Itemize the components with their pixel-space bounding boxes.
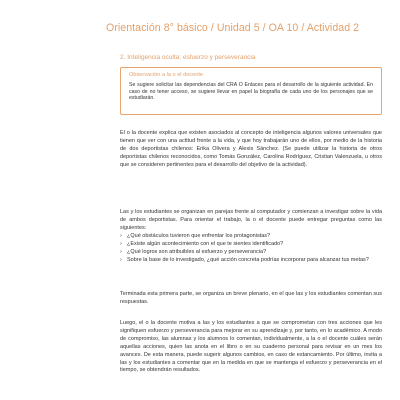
page-header: Orientación 8° básico / Unidad 5 / OA 10 / Actividad 2 bbox=[106, 22, 360, 34]
question-item: › ¿Qué logros son atribuibles al esfuerzo y perseverancia? bbox=[120, 249, 382, 257]
paragraph-commitment: Luego, el o la docente motiva a las y los estudiantes a que se comprometan con tres acciones que les signifiquen esfuerzo y perseverancia para mejorar en su aprendizaje y, por tanto, en lo académico. A modo de compromiso, las alumnas y los alumnos lo comentan, individualmente, a la o el docente cuáles serán aquellas acciones, quien las anota en el libro o en su cuaderno personal para revisar en un mes los avances. De esta manera, puede sugerir algunos cambios, en caso de estancamiento. Por último, invita a las y los estudiantes a comentar que en la medida en que se mantenga el esfuerzo y perseverancia en el tiempo, se obtendrán resultados. bbox=[120, 320, 382, 374]
paragraph-intro: El o la docente explica que existen asociados al concepto de inteligencia algunos valores universales que tienen que ver con una actitud frente a la vida, y que hoy trabajarán uno de ellos, por medio de la historia de dos deportistas chilenos: Erika Olivera y Alexis Sánchez. (Se puede utilizar la historia de otros deportistas chilenos reconocidos, como Tomás González, Carolina Rodríguez, Cristian Valenzuela, u otros que se consideren pertinentes para el desarrollo del objetivo de la actividad). bbox=[120, 130, 382, 168]
paragraph-plenary: Terminada esta primera parte, se organiza un breve plenario, en el que las y los estudiantes comentan sus respuestas. bbox=[120, 291, 382, 305]
paragraph-organization: Las y los estudiantes se organizan en parejas frente al computador y comienzan a investigar sobre la vida de ambos deportistas. Para orientar el trabajo, la o el docente puede entregar preguntas como las siguientes: bbox=[120, 209, 382, 231]
section-title: 2. Inteligencia oculta: esfuerzo y perseverancia bbox=[120, 54, 256, 61]
teacher-note-title: Observación a la o el docente bbox=[129, 72, 204, 78]
teacher-note-text: Se sugiere solicitar las dependencias del CRA O Enlaces para el desarrollo de la siguiente actividad. En caso de no tener acceso, se sugiere llevar en papel la biografía de cada uno de los personajes que se estudiarán. bbox=[129, 82, 373, 102]
question-item: › ¿Qué obstáculos tuvieron que enfrentar los protagonistas? bbox=[120, 233, 382, 241]
question-item: › Sobre la base de lo investigado, ¿qué acción concreta podrías incorporar para alcanzar tus metas? bbox=[120, 257, 382, 265]
question-item: › ¿Existe algún acontecimiento con el que te sientes identificado? bbox=[120, 241, 382, 249]
teacher-note-box bbox=[120, 67, 382, 115]
question-list bbox=[120, 233, 382, 265]
